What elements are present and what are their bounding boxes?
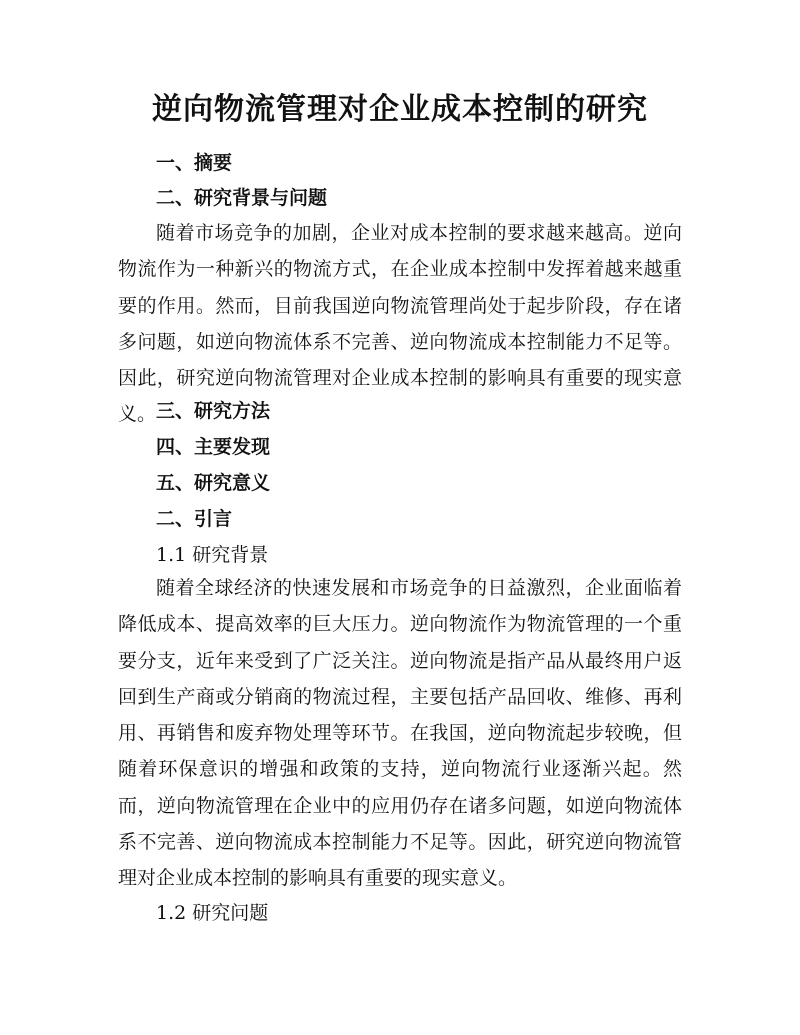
section-1-1-heading: 1.1 研究背景 — [156, 544, 269, 566]
section-1-1-paragraph: 随着全球经济的快速发展和市场竞争的日益激烈，企业面临着降低成本、提高效率的巨大压力。逆向物流作为物流管理的一个重要分支，近年来受到了广泛关注。逆向物流是指产品从最终用户返回到生产商或分销商的物流过程，主要包括产品回收、维修、再利用、再销售和废弃物处理等环节。在我国，逆向物流起步较晚，但随着环保意识的增强和政策的支持，逆向物流行业逐渐兴起。然而，逆向物流管理在企业中的应用仍存在诸多问题，如逆向物流体系不完善、逆向物流成本控制能力不足等。因此，研究逆向物流管理对企业成本控制的影响具有重要的现实意义。 — [118, 577, 682, 890]
heading-significance: 五、研究意义 — [156, 472, 271, 494]
heading-findings: 四、主要发现 — [156, 436, 271, 458]
heading-methods: 三、研究方法 — [156, 400, 271, 422]
background-paragraph: 随着市场竞争的加剧，企业对成本控制的要求越来越高。逆向物流作为一种新兴的物流方式，在企业成本控制中发挥着越来越重要的作用。然而，目前我国逆向物流管理尚处于起步阶段，存在诸多问题，如逆向物流体系不完善、逆向物流成本控制能力不足等。因此，研究逆向物流管理对企业成本控制的影响具有重要的现实意义。 — [118, 222, 682, 426]
section-1-2-heading: 1.2 研究问题 — [156, 902, 269, 924]
document-title: 逆向物流管理对企业成本控制的研究 — [152, 92, 648, 127]
heading-introduction: 二、引言 — [156, 508, 233, 530]
heading-background-problem: 二、研究背景与问题 — [156, 187, 328, 209]
heading-abstract: 一、摘要 — [156, 152, 233, 174]
